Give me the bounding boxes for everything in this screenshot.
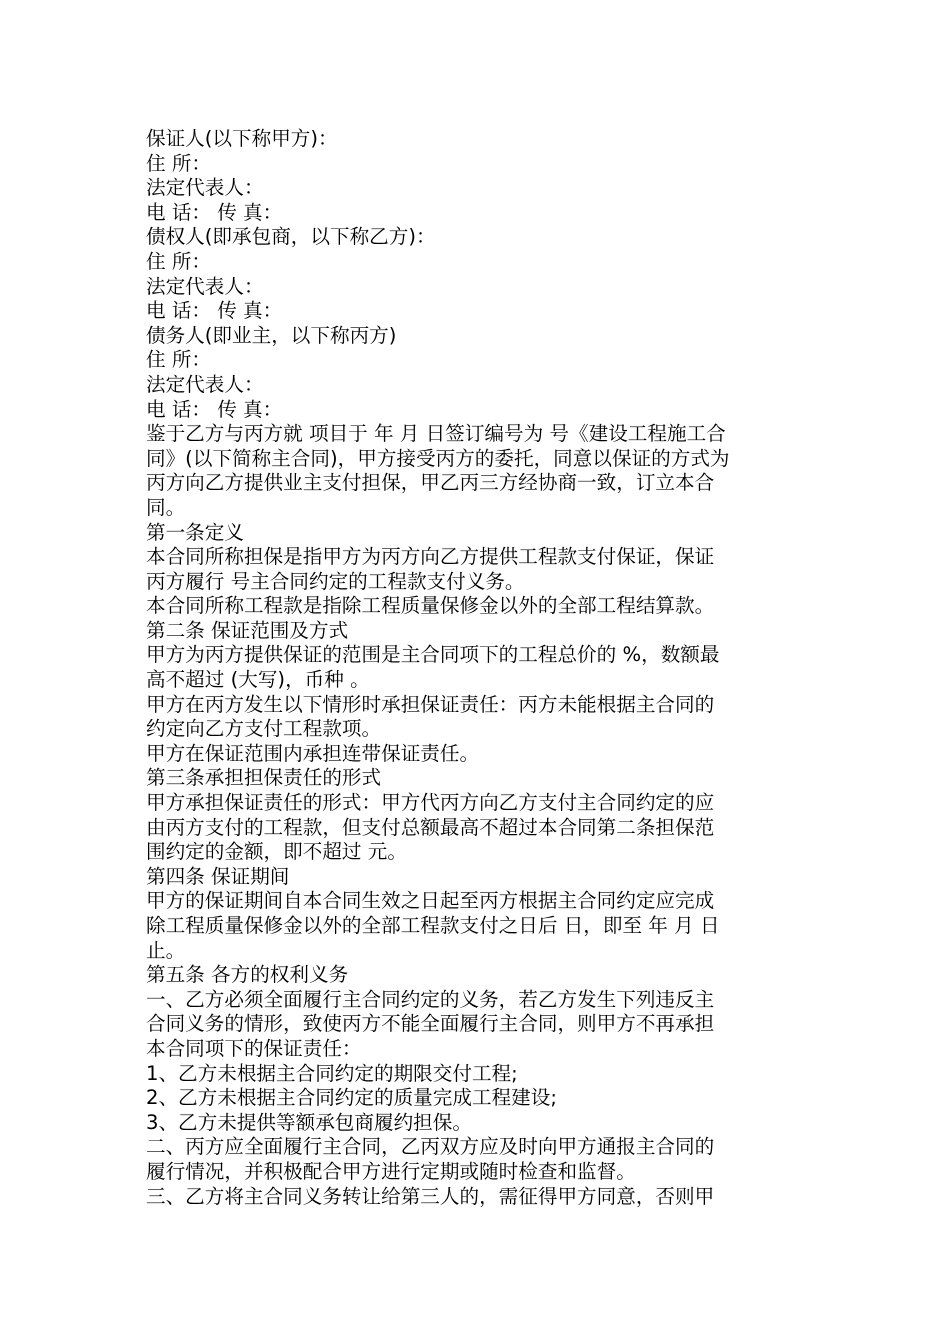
- creditor-address: 住 所：: [146, 249, 212, 273]
- paragraph-line: 三、乙方将主合同义务转让给第三人的，需征得甲方同意，否则甲: [146, 1184, 715, 1208]
- paragraph-line: 第五条 各方的权利义务: [146, 963, 349, 987]
- paragraph-line: 二、丙方应全面履行主合同，乙丙双方应及时向甲方通报主合同的: [146, 1135, 715, 1159]
- paragraph-line: 1、乙方未根据主合同约定的期限交付工程;: [146, 1061, 518, 1085]
- paragraph: [146, 1135, 810, 1184]
- paragraph-line: 甲方在保证范围内承担连带保证责任。: [146, 741, 480, 765]
- paragraph: [146, 791, 810, 865]
- guarantor-legal-rep: 法定代表人：: [146, 176, 264, 200]
- paragraph-line: 丙方向乙方提供业主支付担保，甲乙丙三方经协商一致，订立本合: [146, 471, 715, 495]
- paragraph-line: 甲方在丙方发生以下情形时承担保证责任：丙方未能根据主合同的: [146, 692, 715, 716]
- paragraph-line: 一、乙方必须全面履行主合同约定的义务，若乙方发生下列违反主: [146, 987, 715, 1011]
- guarantor-phone-fax: 电 话： 传 真：: [146, 200, 283, 224]
- paragraph-line: 丙方履行 号主合同约定的工程款支付义务。: [146, 569, 525, 593]
- guarantor-address: 住 所：: [146, 151, 212, 175]
- paragraph: [146, 742, 810, 767]
- paragraph: [146, 545, 810, 594]
- paragraph-line: 2、乙方未根据主合同约定的质量完成工程建设;: [146, 1086, 557, 1110]
- paragraph: [146, 889, 810, 963]
- paragraph-line: 围约定的金额，即不超过 元。: [146, 840, 407, 864]
- paragraph-line: 止。: [146, 938, 186, 962]
- paragraph: [146, 643, 810, 692]
- debtor-address: 住 所：: [146, 348, 212, 372]
- paragraph-line: 本合同项下的保证责任：: [146, 1036, 362, 1060]
- paragraph: [146, 1086, 810, 1111]
- guarantor-title: 保证人(以下称甲方)：: [146, 127, 338, 150]
- paragraph-line: 同。: [146, 495, 186, 519]
- paragraph-line: 甲方承担保证责任的形式：甲方代丙方向乙方支付主合同约定的应: [146, 791, 715, 815]
- paragraph-line: 第二条 保证范围及方式: [146, 618, 349, 642]
- paragraph-line: 约定向乙方支付工程款项。: [146, 717, 382, 741]
- document-body: [146, 127, 810, 1209]
- paragraph: [146, 988, 810, 1062]
- paragraph: [146, 693, 810, 742]
- paragraph: [146, 1185, 810, 1210]
- paragraph-line: 第三条承担担保责任的形式: [146, 766, 382, 790]
- paragraph: [146, 521, 810, 546]
- paragraph: [146, 619, 810, 644]
- paragraph-line: 第一条定义: [146, 520, 244, 544]
- paragraph-line: 3、乙方未提供等额承包商履约担保。: [146, 1110, 472, 1134]
- paragraph: [146, 1111, 810, 1136]
- paragraph: [146, 422, 810, 520]
- paragraph: [146, 1062, 810, 1087]
- creditor-phone-fax: 电 话： 传 真：: [146, 299, 283, 323]
- creditor-title: 债权人(即承包商，以下称乙方)：: [146, 225, 436, 249]
- paragraph: [146, 594, 810, 619]
- paragraph-line: 本合同所称工程款是指除工程质量保修金以外的全部工程结算款。: [146, 594, 715, 618]
- paragraph: [146, 865, 810, 890]
- paragraph-line: 除工程质量保修金以外的全部工程款支付之日后 日，即至 年 月 日: [146, 914, 720, 937]
- creditor-legal-rep: 法定代表人：: [146, 274, 264, 298]
- debtor-legal-rep: 法定代表人：: [146, 372, 264, 396]
- paragraph: [146, 766, 810, 791]
- paragraph-line: 履行情况，并积极配合甲方进行定期或随时检查和监督。: [146, 1159, 636, 1183]
- debtor-title: 债务人(即业主，以下称丙方): [146, 323, 397, 347]
- paragraph-line: 鉴于乙方与丙方就 项目于 年 月 日签订编号为 号《建设工程施工合: [146, 422, 726, 446]
- contract-clauses: [146, 422, 810, 1209]
- paragraph-line: 由丙方支付的工程款，但支付总额最高不超过本合同第二条担保范: [146, 815, 715, 839]
- paragraph-line: 甲方的保证期间自本合同生效之日起至丙方根据主合同约定应完成: [146, 889, 715, 913]
- paragraph-line: 第四条 保证期间: [146, 864, 290, 888]
- paragraph-line: 甲方为丙方提供保证的范围是主合同项下的工程总价的 %，数额最: [146, 643, 720, 667]
- paragraph-line: 本合同所称担保是指甲方为丙方向乙方提供工程款支付保证，保证: [146, 545, 715, 569]
- paragraph-line: 合同义务的情形，致使丙方不能全面履行主合同，则甲方不再承担: [146, 1012, 715, 1036]
- paragraph-line: 同》(以下简称主合同)，甲方接受丙方的委托，同意以保证的方式为: [146, 446, 730, 470]
- paragraph: [146, 963, 810, 988]
- paragraph-line: 高不超过 (大写)，币种 。: [146, 668, 370, 692]
- debtor-phone-fax: 电 话： 传 真：: [146, 397, 283, 421]
